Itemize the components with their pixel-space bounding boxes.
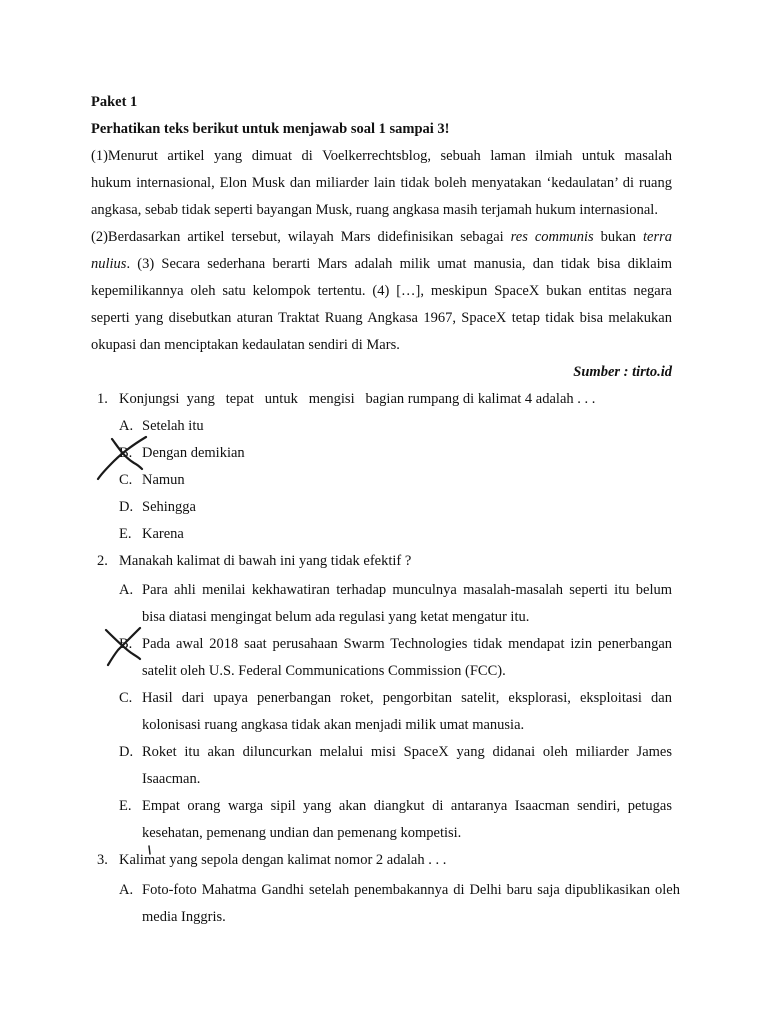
option-text[interactable]: Para ahli menilai kekhawatiran terhadap munculnya masalah-masalah seperti itu belum — [142, 582, 672, 598]
source-citation: Sumber : tirto.id — [573, 364, 672, 380]
option-text[interactable]: media Inggris. — [142, 909, 226, 925]
option-text[interactable]: Hasil dari upaya penerbangan roket, pengorbitan satelit, eksplorasi, eksploitasi dan — [142, 690, 672, 706]
question-text: Kalimat yang sepola dengan kalimat nomor 2 adalah . . . — [119, 852, 447, 868]
passage-line: nulius. (3) Secara sederhana berarti Mars adalah milik umat manusia, dan tidak bisa diklaim — [91, 256, 672, 272]
question-text: Konjungsi yang tepat untuk mengisi bagian rumpang di kalimat 4 adalah . . . — [119, 391, 596, 407]
option-text[interactable]: satelit oleh U.S. Federal Communications Commission (FCC). — [142, 663, 506, 679]
option-letter[interactable]: B. — [119, 445, 133, 461]
option-letter[interactable]: E. — [119, 526, 132, 542]
option-letter[interactable]: B. — [119, 636, 133, 652]
option-text[interactable]: Foto-foto Mahatma Gandhi setelah penembakannya di Delhi baru saja dipublikasikan oleh — [142, 882, 680, 898]
paket-title: Paket 1 — [91, 94, 138, 110]
question-number: 2. — [97, 553, 108, 569]
option-letter[interactable]: E. — [119, 798, 132, 814]
passage-line: angkasa, sebab tidak seperti bayangan Musk, ruang angkasa masih terjamah hukum internasional. — [91, 202, 658, 218]
option-text[interactable]: Sehingga — [142, 499, 196, 515]
option-letter[interactable]: A. — [119, 582, 134, 598]
option-letter[interactable]: D. — [119, 744, 134, 760]
passage-line: (2)Berdasarkan artikel tersebut, wilayah Mars didefinisikan sebagai res communis bukan terra — [91, 229, 673, 245]
instruction-heading: Perhatikan teks berikut untuk menjawab soal 1 sampai 3! — [91, 121, 450, 137]
question-text: Manakah kalimat di bawah ini yang tidak efektif ? — [119, 553, 412, 569]
option-text[interactable]: kesehatan, pemenang undian dan pemenang kompetisi. — [142, 825, 462, 841]
passage-line: hukum internasional, Elon Musk dan miliarder lain tidak boleh menyatakan ‘kedaulatan’ di ruang — [91, 175, 672, 191]
option-letter[interactable]: C. — [119, 690, 133, 706]
passage-line: (1)Menurut artikel yang dimuat di Voelkerrechtsblog, sebuah laman ilmiah untuk masalah — [91, 148, 672, 164]
option-text[interactable]: Isaacman. — [142, 771, 201, 787]
option-text[interactable]: Namun — [142, 472, 185, 488]
passage-line: okupasi dan menciptakan kedaulatan sendiri di Mars. — [91, 337, 400, 353]
option-text[interactable]: Roket itu akan diluncurkan melalui misi SpaceX yang didanai oleh miliarder James — [142, 744, 672, 760]
option-text[interactable]: bisa diatasi mengingat belum ada regulasi yang ketat mengatur itu. — [142, 609, 530, 625]
option-text[interactable]: Pada awal 2018 saat perusahaan Swarm Technologies tidak mendapat izin penerbangan — [142, 636, 672, 652]
option-text[interactable]: kolonisasi ruang angkasa tidak akan menjadi milik umat manusia. — [142, 717, 525, 733]
question-number: 3. — [97, 852, 108, 868]
option-text[interactable]: Empat orang warga sipil yang akan diangkut di antaranya Isaacman sendiri, petugas — [142, 798, 672, 814]
option-letter[interactable]: C. — [119, 472, 133, 488]
option-text[interactable]: Karena — [142, 526, 184, 542]
question-number: 1. — [97, 391, 108, 407]
option-text[interactable]: Dengan demikian — [142, 445, 245, 461]
passage-line: kepemilikannya oleh satu kelompok tertentu. (4) […], meskipun SpaceX bukan entitas negara — [91, 283, 672, 299]
option-letter[interactable]: A. — [119, 418, 134, 434]
passage-line: seperti yang disebutkan aturan Traktat Ruang Angkasa 1967, SpaceX tetap tidak bisa melakukan — [91, 310, 672, 326]
option-letter[interactable]: A. — [119, 882, 134, 898]
option-letter[interactable]: D. — [119, 499, 134, 515]
option-text[interactable]: Setelah itu — [142, 418, 204, 434]
